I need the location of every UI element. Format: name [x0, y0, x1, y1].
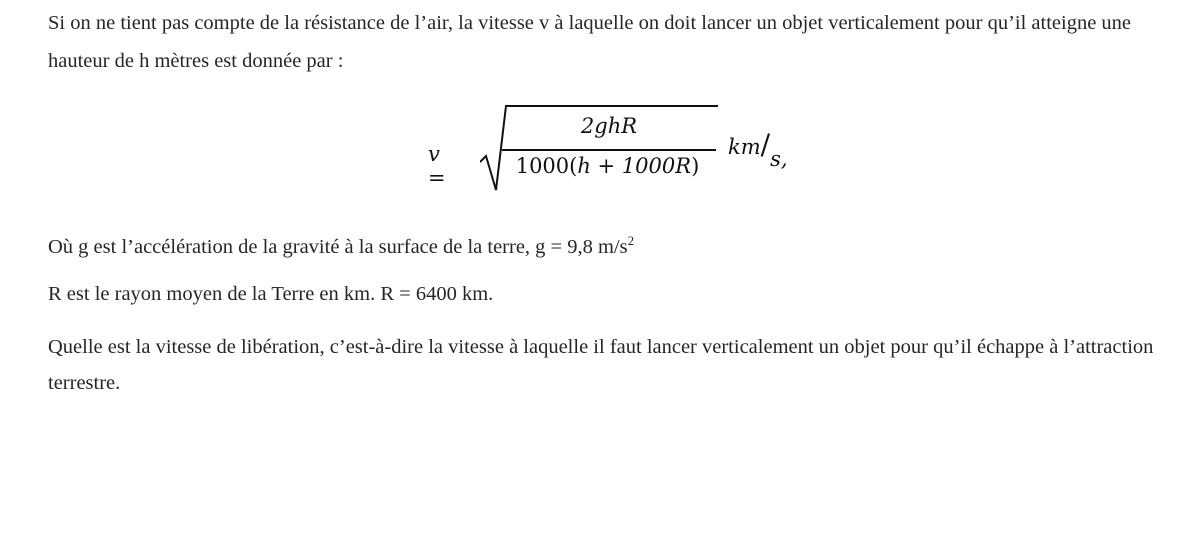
gravity-paragraph: Où g est l’accélération de la gravité à la surface de la terre, g = 9,8 $m/s^2$ [48, 233, 635, 258]
question-paragraph: Quelle est la vitesse de libération, c’est-à-dire la vitesse à laquelle il faut lancer verticalement un objet pour qu’il échappe à l’attraction terrestre. [48, 336, 1154, 394]
fraction-bar [502, 149, 716, 151]
formula-lhs: v = [428, 142, 446, 190]
radius-paragraph: R est le rayon moyen de la Terre en km. R = 6400 km. [48, 283, 494, 305]
intro-paragraph: Si on ne tient pas compte de la résistance de l’air, la vitesse v à laquelle on doit lancer un objet verticalement pour qu’il atteigne une hauteur de h mètres est donnée par : [48, 12, 1132, 72]
formula-denominator: 1000(h + 1000R) [515, 154, 700, 178]
formula-unit: km/s, [728, 128, 788, 171]
formula-numerator: 2ghR [580, 114, 638, 138]
